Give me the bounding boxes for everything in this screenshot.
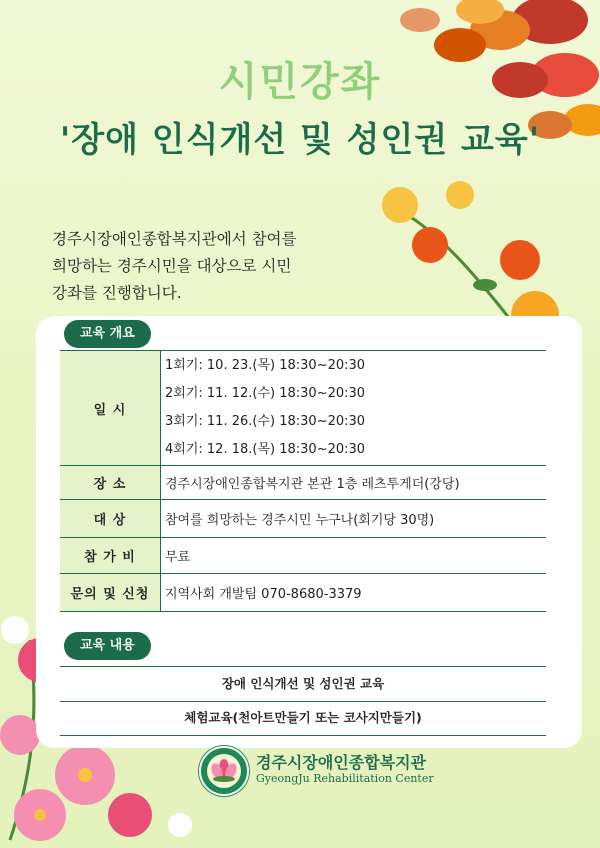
content-section-label: 교육 내용 bbox=[64, 632, 151, 660]
event-main-title: '장애 인식개선 및 성인권 교육' bbox=[59, 120, 541, 160]
org-name-korean: 경주시장애인종합복지관 bbox=[256, 753, 427, 772]
table-row bbox=[60, 500, 546, 538]
lotus-logo-icon bbox=[201, 748, 247, 794]
overview-table bbox=[60, 350, 546, 612]
org-name-english: GyeongJu Rehabilitation Center bbox=[256, 772, 434, 785]
intro-line: 경주시장애인종합복지관에서 참여를 bbox=[52, 230, 297, 248]
table-row bbox=[60, 574, 546, 612]
intro-line: 희망하는 경주시민을 대상으로 시민 bbox=[52, 257, 292, 275]
location-value-cell: 경주시장애인종합복지관 본관 1층 레츠투게더(강당) bbox=[161, 466, 547, 500]
table-row bbox=[60, 351, 546, 466]
content-item: 장애 인식개선 및 성인권 교육 bbox=[60, 666, 546, 702]
session-item: 3회기: 11. 26.(수) 18:30~20:30 bbox=[165, 414, 366, 429]
table-row bbox=[60, 538, 546, 574]
target-header-cell: 대 상 bbox=[60, 500, 161, 538]
overview-section-label: 교육 개요 bbox=[64, 320, 151, 348]
schedule-header-cell: 일 시 bbox=[60, 351, 161, 466]
session-item: 1회기: 10. 23.(목) 18:30~20:30 bbox=[165, 358, 366, 373]
contact-header-cell: 문의 및 신청 bbox=[60, 574, 161, 612]
fee-value-cell: 무료 bbox=[161, 538, 547, 574]
intro-text bbox=[52, 226, 352, 307]
session-item: 2회기: 11. 12.(수) 18:30~20:30 bbox=[165, 386, 366, 401]
content-item: 체험교육(천아트만들기 또는 코사지만들기) bbox=[60, 701, 546, 736]
schedule-value-cell bbox=[161, 351, 547, 466]
contact-value-cell: 지역사회 개발팀 070-8680-3379 bbox=[161, 574, 547, 612]
table-row bbox=[60, 466, 546, 500]
location-header-cell: 장 소 bbox=[60, 466, 161, 500]
event-category-title: 시민강좌 bbox=[218, 59, 382, 105]
intro-line: 강좌를 진행합니다. bbox=[52, 284, 182, 302]
session-item: 4회기: 12. 18.(목) 18:30~20:30 bbox=[165, 442, 366, 457]
target-value-cell: 참여를 희망하는 경주시민 누구나(회기당 30명) bbox=[161, 500, 547, 538]
org-logo bbox=[199, 746, 249, 796]
fee-header-cell: 참 가 비 bbox=[60, 538, 161, 574]
